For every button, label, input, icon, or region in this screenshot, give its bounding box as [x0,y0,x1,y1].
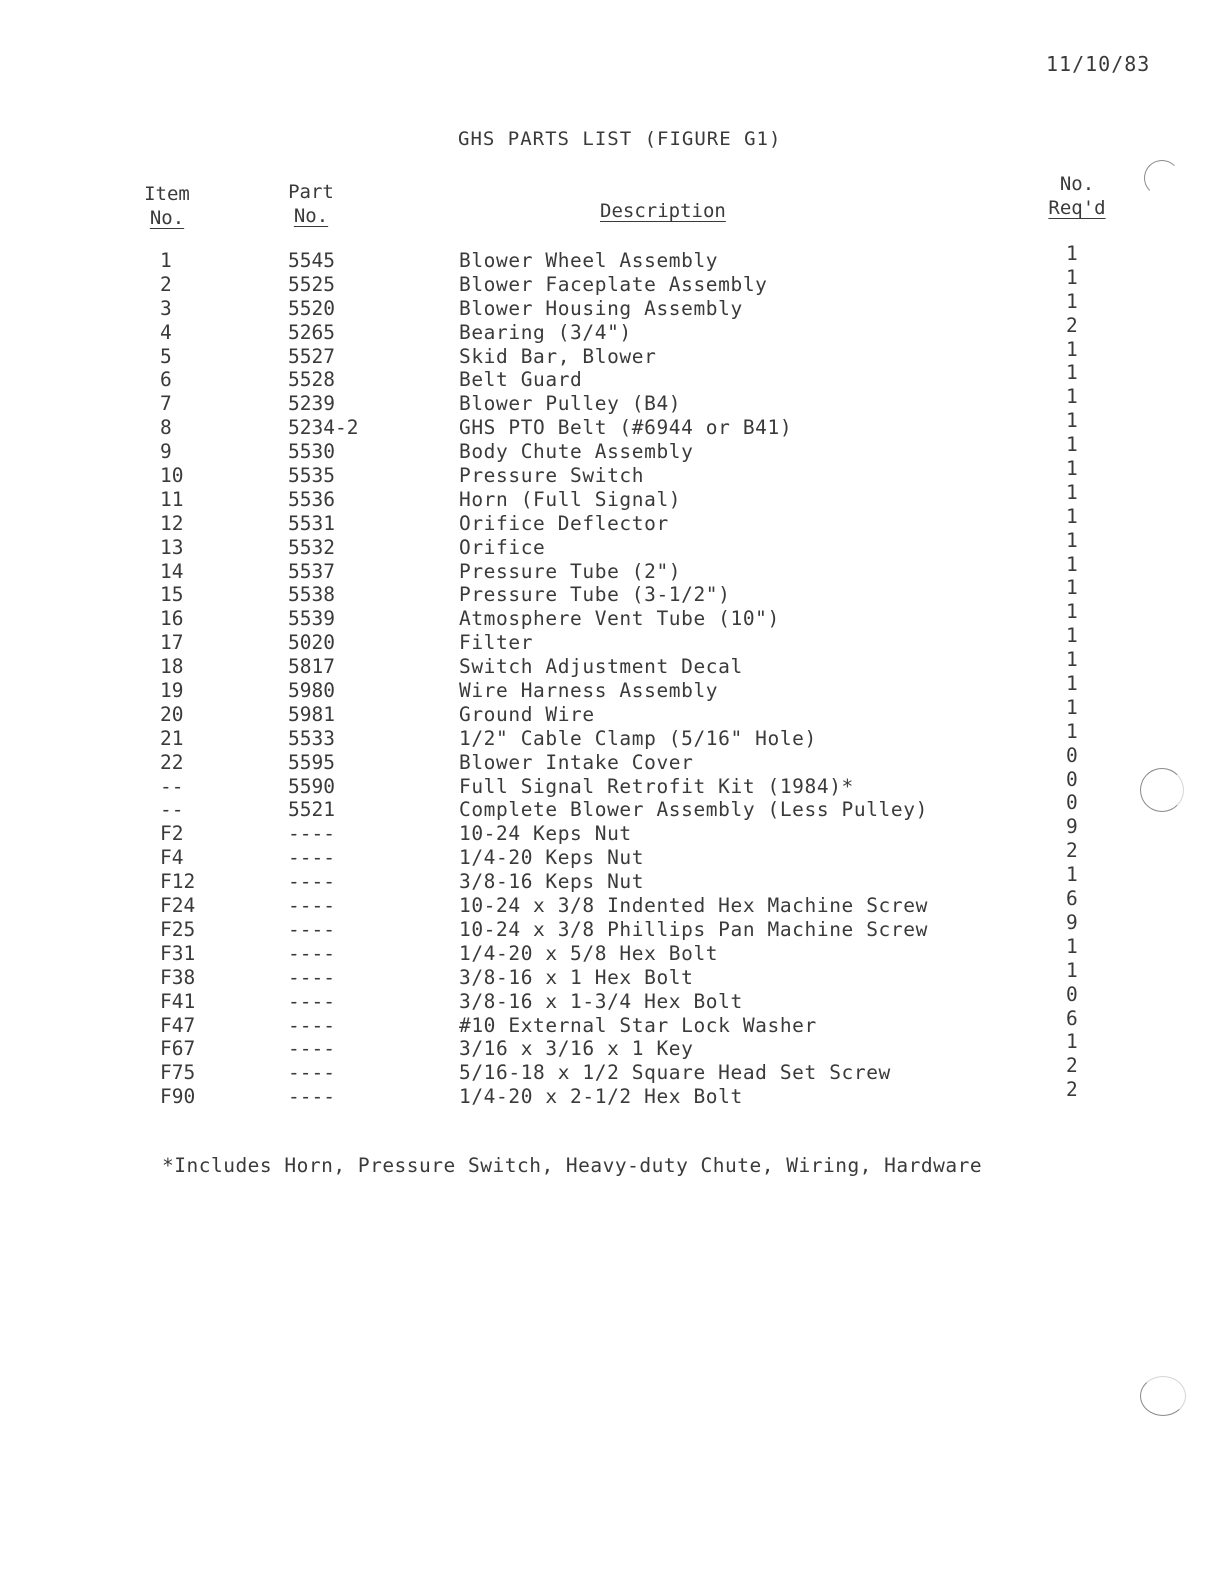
part-number: 5533 [288,726,335,750]
part-number: 5590 [288,774,335,798]
part-description: Atmosphere Vent Tube (10") [459,607,780,631]
part-number: 5539 [288,607,335,631]
part-description: Orifice [459,535,546,559]
part-description: Full Signal Retrofit Kit (1984)* [459,774,854,798]
part-number: 5817 [288,655,335,679]
part-number: 5532 [288,535,335,559]
item-number: 4 [160,320,172,344]
item-number: F75 [160,1061,196,1085]
part-description: Wire Harness Assembly [459,679,719,703]
quantity-required: 2 [1066,839,1078,863]
table-row [0,409,1224,440]
part-number: 5020 [288,631,335,655]
part-description: 1/4-20 x 5/8 Hex Bolt [459,941,719,965]
part-description: Blower Pulley (B4) [459,392,682,416]
item-number: 5 [160,344,172,368]
item-number: 22 [160,750,184,774]
quantity-required: 1 [1066,385,1078,409]
quantity-required: 1 [1066,672,1078,696]
column-header-part-line1: Part [288,181,334,203]
part-description: Complete Blower Assembly (Less Pulley) [459,798,928,822]
item-number: 3 [160,296,172,320]
part-description: 3/8-16 x 1 Hex Bolt [459,965,694,989]
quantity-required: 2 [1066,313,1078,337]
quantity-required: 1 [1066,863,1078,887]
part-number: ---- [288,965,335,989]
item-number: 13 [160,535,184,559]
item-number: 17 [160,631,184,655]
part-number: ---- [288,989,335,1013]
quantity-required: 1 [1066,242,1078,265]
item-number: F47 [160,1013,196,1037]
part-description: 10-24 x 3/8 Indented Hex Machine Screw [459,894,928,918]
table-row [0,552,1224,583]
part-number: 5525 [288,272,335,296]
table-row [0,457,1224,488]
quantity-required: 1 [1066,552,1078,576]
part-number: ---- [288,1037,335,1061]
document-date: 11/10/83 [1046,52,1151,76]
binder-hole-mark [1140,768,1184,812]
table-row [0,1030,1224,1061]
item-number: 8 [160,416,172,440]
table-row [0,528,1224,559]
table-row [0,265,1224,296]
column-header-description [600,199,726,223]
quantity-required: 0 [1066,982,1078,1006]
item-number: 18 [160,655,184,679]
part-number: ---- [288,1061,335,1085]
item-number: F2 [160,822,184,846]
part-number: 5981 [288,702,335,726]
item-number: 2 [160,272,172,296]
part-number: ---- [288,1013,335,1037]
column-header-item-no [138,182,196,230]
part-number: 5536 [288,487,335,511]
quantity-required: 0 [1066,743,1078,767]
column-header-part-line2: No. [293,205,329,227]
part-description: Blower Wheel Assembly [459,249,719,272]
table-row [0,839,1224,870]
part-description: Pressure Tube (3-1/2") [459,583,731,607]
item-number: F24 [160,894,196,918]
part-description: 5/16-18 x 1/2 Square Head Set Screw [459,1061,891,1085]
quantity-required: 1 [1066,576,1078,600]
part-description: 3/16 x 3/16 x 1 Key [459,1037,694,1061]
table-row [0,504,1224,535]
column-header-description-label: Description [600,200,726,222]
table-row [0,337,1224,368]
table-row [0,1006,1224,1037]
quantity-required: 1 [1066,958,1078,982]
part-description: #10 External Star Lock Washer [459,1013,817,1037]
part-number: ---- [288,917,335,941]
table-row [0,480,1224,511]
quantity-required: 1 [1066,624,1078,648]
item-number: 6 [160,368,172,392]
quantity-required: 1 [1066,265,1078,289]
item-number: 20 [160,702,184,726]
part-number: 5980 [288,679,335,703]
part-description: Body Chute Assembly [459,440,694,464]
part-number: 5595 [288,750,335,774]
item-number: F31 [160,941,196,965]
table-row [0,648,1224,679]
item-number: F4 [160,846,184,870]
part-description: Orifice Deflector [459,511,669,535]
item-number: F90 [160,1085,196,1109]
quantity-required: 1 [1066,600,1078,624]
part-number: ---- [288,1085,335,1109]
footnote: *Includes Horn, Pressure Switch, Heavy-duty Chute, Wiring, Hardware [162,1154,983,1177]
quantity-required: 9 [1066,815,1078,839]
part-description: 10-24 x 3/8 Phillips Pan Machine Screw [459,917,928,941]
quantity-required: 1 [1066,361,1078,385]
quantity-required: 1 [1066,289,1078,313]
table-row [0,385,1224,416]
table-row [0,361,1224,392]
part-number: ---- [288,870,335,894]
quantity-required: 1 [1066,409,1078,433]
part-description: Belt Guard [459,368,583,392]
quantity-required: 0 [1066,767,1078,791]
column-header-part-no [280,180,342,228]
quantity-required: 1 [1066,504,1078,528]
table-row [0,695,1224,726]
part-number: 5538 [288,583,335,607]
part-description: GHS PTO Belt (#6944 or B41) [459,416,793,440]
quantity-required: 1 [1066,648,1078,672]
item-number: 10 [160,464,184,488]
quantity-required: 1 [1066,337,1078,361]
table-row [0,242,1224,272]
item-number: F38 [160,965,196,989]
table-row [0,433,1224,464]
table-row [0,934,1224,965]
table-row [0,958,1224,989]
part-number: 5537 [288,559,335,583]
binder-hole-mark [1144,160,1180,196]
part-description: 1/2" Cable Clamp (5/16" Hole) [459,726,817,750]
part-number: 5239 [288,392,335,416]
item-number: F67 [160,1037,196,1061]
part-number: 5265 [288,320,335,344]
part-number: 5535 [288,464,335,488]
item-number: F41 [160,989,196,1013]
item-number: 1 [160,249,172,272]
part-description: 1/4-20 x 2-1/2 Hex Bolt [459,1085,743,1109]
quantity-required: 1 [1066,695,1078,719]
table-row [0,743,1224,774]
column-header-qty-line2: Req'd [1048,197,1106,219]
part-description: Horn (Full Signal) [459,487,682,511]
column-header-qty-required [1040,172,1114,220]
part-number: ---- [288,894,335,918]
item-number: 15 [160,583,184,607]
table-row [0,887,1224,918]
table-row [0,1078,1224,1109]
item-number: 16 [160,607,184,631]
part-description: 1/4-20 Keps Nut [459,846,645,870]
binder-hole-mark [1140,1376,1186,1416]
column-header-qty-line1: No. [1059,173,1095,195]
quantity-required: 1 [1066,480,1078,504]
part-description: Blower Intake Cover [459,750,694,774]
part-description: Blower Faceplate Assembly [459,272,768,296]
part-description: Pressure Tube (2") [459,559,682,583]
part-number: 5521 [288,798,335,822]
quantity-required: 1 [1066,1030,1078,1054]
part-number: 5545 [288,249,335,272]
table-row [0,982,1224,1013]
table-row [0,815,1224,846]
item-number: 19 [160,679,184,703]
quantity-required: 2 [1066,1078,1078,1102]
table-row [0,863,1224,894]
item-number: 7 [160,392,172,416]
item-number: 21 [160,726,184,750]
table-row [0,719,1224,750]
part-description: Pressure Switch [459,464,645,488]
item-number: 12 [160,511,184,535]
table-row [0,289,1224,320]
part-number: 5530 [288,440,335,464]
part-description: Bearing (3/4") [459,320,632,344]
column-header-item-line2: No. [149,207,185,229]
quantity-required: 1 [1066,934,1078,958]
table-row [0,576,1224,607]
part-description: Skid Bar, Blower [459,344,657,368]
part-description: Switch Adjustment Decal [459,655,743,679]
item-number: 9 [160,440,172,464]
quantity-required: 1 [1066,528,1078,552]
part-description: Filter [459,631,534,655]
part-description: Ground Wire [459,702,595,726]
table-row [0,791,1224,822]
part-number: ---- [288,846,335,870]
item-number: F25 [160,917,196,941]
item-number: -- [160,798,184,822]
quantity-required: 1 [1066,719,1078,743]
table-row [0,767,1224,798]
table-row [0,624,1224,655]
quantity-required: 6 [1066,1006,1078,1030]
quantity-required: 1 [1066,433,1078,457]
item-number: 11 [160,487,184,511]
page-title: GHS PARTS LIST (FIGURE G1) [458,128,782,150]
part-number: 5527 [288,344,335,368]
part-number: 5234-2 [288,416,359,440]
quantity-required: 2 [1066,1054,1078,1078]
parts-table [0,242,1224,1109]
table-row [0,672,1224,703]
part-description: 3/8-16 x 1-3/4 Hex Bolt [459,989,743,1013]
part-number: 5520 [288,296,335,320]
column-header-item-line1: Item [144,183,190,205]
part-description: 10-24 Keps Nut [459,822,632,846]
part-number: ---- [288,941,335,965]
quantity-required: 9 [1066,910,1078,934]
part-number: 5528 [288,368,335,392]
part-number: ---- [288,822,335,846]
quantity-required: 0 [1066,791,1078,815]
item-number: F12 [160,870,196,894]
table-row [0,910,1224,941]
quantity-required: 1 [1066,457,1078,481]
part-description: 3/8-16 Keps Nut [459,870,645,894]
item-number: 14 [160,559,184,583]
quantity-required: 6 [1066,887,1078,911]
item-number: -- [160,774,184,798]
table-row [0,313,1224,344]
part-description: Blower Housing Assembly [459,296,743,320]
table-row [0,600,1224,631]
table-row [0,1054,1224,1085]
part-number: 5531 [288,511,335,535]
